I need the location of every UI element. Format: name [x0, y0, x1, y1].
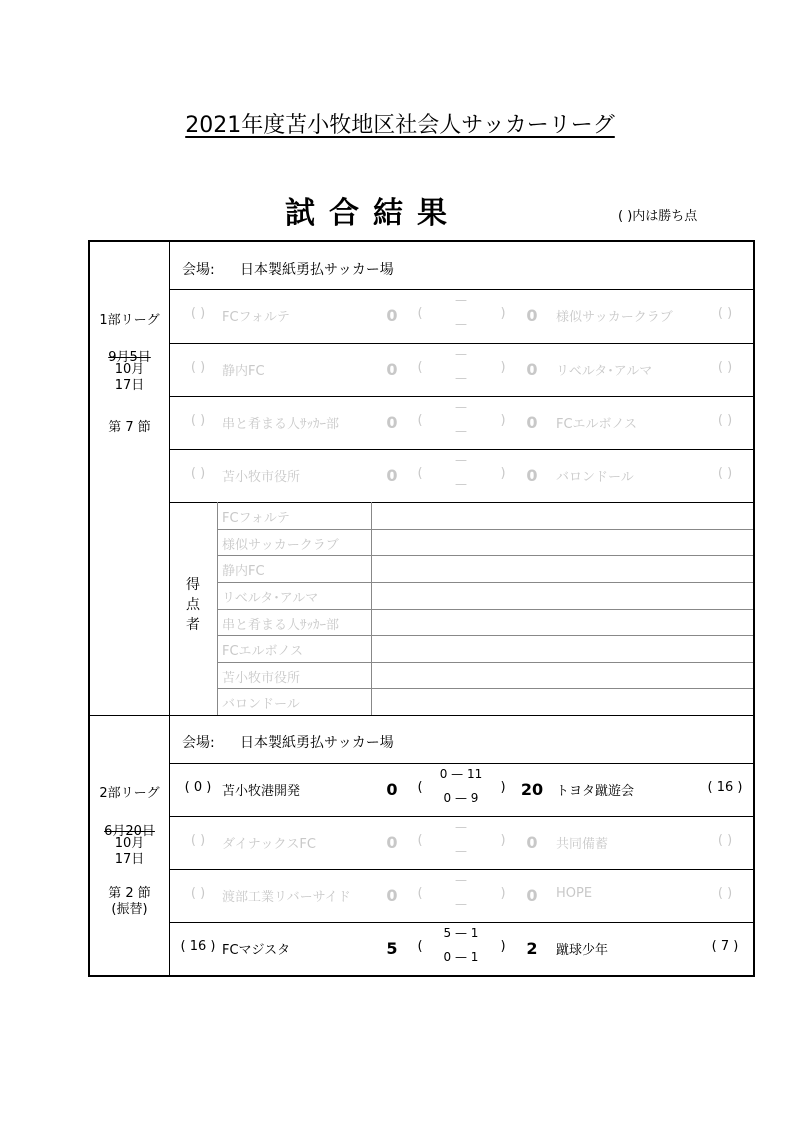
league2-match-away-score: 0: [526, 833, 538, 852]
league2-match-away-score: 0: [526, 886, 538, 905]
scorer-names-field: [372, 662, 752, 689]
league2-match-open-paren: (: [417, 886, 423, 901]
league1-match-half-score: —: [455, 347, 467, 361]
scorer-team-label: リベルタ･アルマ: [222, 590, 319, 606]
league2-match-away-points: ( ): [717, 833, 733, 848]
league2-match-home-points: ( 16 ): [180, 939, 216, 954]
league1-name: 1部リーグ: [99, 313, 160, 328]
scorer-names-field: [372, 609, 752, 636]
league2-match-open-paren: (: [417, 780, 423, 795]
league1-match-home-score: 0: [386, 306, 398, 325]
results-heading: 試合結果: [285, 196, 461, 231]
league1-match-close-paren: ): [500, 306, 506, 321]
league1-match-home-score: 0: [386, 466, 398, 485]
points-note: ( )内は勝ち点: [618, 209, 698, 224]
league2-match-half-score: 0 — 9: [443, 791, 479, 805]
scorer-team-label: 静内FC: [222, 564, 265, 580]
league2-match-away-team: トヨタ蹴遊会: [556, 784, 635, 799]
league1-match-half-score: —: [455, 317, 467, 331]
scorer-team-label: 串と肴まる人ｻｯｶｰ部: [222, 617, 340, 633]
league2-round: 第 2 節: [108, 886, 151, 901]
league1-match-close-paren: ): [500, 413, 506, 428]
league1-orig-date: 9月5日: [108, 350, 151, 365]
league1-match-half-score: —: [455, 453, 467, 467]
scorer-team-label: 様似サッカークラブ: [222, 537, 339, 553]
league2-match-half-score: —: [455, 820, 467, 834]
league2-match-home-score: 0: [386, 886, 398, 905]
league2-match-half-score: —: [455, 897, 467, 911]
league2-match-away-points: ( 16 ): [707, 780, 743, 795]
league2-match-home-points: ( 0 ): [184, 780, 212, 795]
league1-match-close-paren: ): [500, 466, 506, 481]
league1-match-away-team: 様似サッカークラブ: [556, 310, 673, 325]
league2-match-away-points: ( 7 ): [711, 939, 739, 954]
league1-venue: 日本製紙勇払サッカー場: [240, 262, 394, 278]
league1-match-home-team: 苫小牧市役所: [222, 470, 301, 485]
league1-match-away-score: 0: [526, 306, 538, 325]
league2-match-open-paren: (: [417, 939, 423, 954]
league2-match-home-score: 0: [386, 780, 398, 799]
league1-match-away-score: 0: [526, 413, 538, 432]
league2-round-note: (振替): [111, 902, 148, 917]
scorers-label: 得点者: [186, 577, 200, 633]
scorer-names-field: [372, 555, 752, 582]
league2-date: 10月17日: [114, 836, 145, 867]
league2-match-open-paren: (: [417, 833, 423, 848]
scorer-names-field: [372, 502, 752, 529]
scorer-team-label: バロンドール: [222, 697, 300, 713]
league1-date: 10月17日: [114, 362, 145, 393]
league1-match-open-paren: (: [417, 466, 423, 481]
league2-match-away-team: 蹴球少年: [556, 943, 609, 958]
league2-match-home-team: FCマジスタ: [222, 943, 291, 958]
league1-match-home-team: FCフォルテ: [222, 310, 290, 325]
league1-match-home-points: ( ): [190, 413, 206, 428]
league2-venue-label: 会場:: [182, 735, 215, 751]
league1-match-open-paren: (: [417, 413, 423, 428]
league2-name: 2部リーグ: [99, 786, 160, 801]
league2-match-home-score: 5: [386, 939, 398, 958]
scorer-team-label: FCエルボノス: [222, 644, 304, 660]
league1-match-away-points: ( ): [717, 466, 733, 481]
scorer-names-field: [372, 529, 752, 556]
scorer-team-label: FCフォルテ: [222, 511, 290, 526]
scorer-team-label: 苫小牧市役所: [222, 670, 301, 686]
league1-match-half-score: —: [455, 293, 467, 307]
league2-match-half-score: —: [455, 873, 467, 887]
league1-match-close-paren: ): [500, 360, 506, 375]
league2-match-home-team: 苫小牧港開発: [222, 784, 301, 799]
league2-match-half-score: —: [455, 844, 467, 858]
league2-match-half-score: 0 — 11: [439, 767, 483, 781]
league1-match-away-points: ( ): [717, 306, 733, 321]
league1-match-open-paren: (: [417, 306, 423, 321]
league2-orig-date: 6月20日: [104, 824, 155, 839]
league2-match-away-team: HOPE: [556, 886, 593, 901]
league1-match-away-points: ( ): [717, 360, 733, 375]
league2-match-away-points: ( ): [717, 886, 733, 901]
league2-match-away-score: 2: [526, 939, 538, 958]
league2-match-home-score: 0: [386, 833, 398, 852]
league2-match-close-paren: ): [500, 780, 506, 795]
league1-match-home-points: ( ): [190, 360, 206, 375]
league1-match-home-score: 0: [386, 360, 398, 379]
scorer-names-field: [372, 582, 752, 609]
league1-match-away-points: ( ): [717, 413, 733, 428]
league1-match-half-score: —: [455, 477, 467, 491]
league1-match-away-team: FCエルボノス: [556, 417, 638, 432]
league1-match-half-score: —: [455, 400, 467, 414]
league1-match-home-score: 0: [386, 413, 398, 432]
league2-match-close-paren: ): [500, 833, 506, 848]
league1-venue-label: 会場:: [182, 262, 215, 278]
league2-match-half-score: 5 — 1: [443, 926, 479, 940]
league2-match-close-paren: ): [500, 939, 506, 954]
league1-match-home-points: ( ): [190, 306, 206, 321]
league2-venue: 日本製紙勇払サッカー場: [240, 735, 394, 751]
league1-match-away-score: 0: [526, 360, 538, 379]
league1-round: 第 7 節: [108, 420, 151, 435]
league1-match-half-score: —: [455, 424, 467, 438]
scorer-names-field: [372, 688, 752, 715]
league1-match-half-score: —: [455, 371, 467, 385]
league1-match-away-score: 0: [526, 466, 538, 485]
league1-match-home-team: 串と肴まる人ｻｯｶｰ部: [222, 417, 340, 432]
league2-match-away-score: 20: [520, 780, 544, 799]
league2-match-home-points: ( ): [190, 886, 206, 901]
league2-match-home-team: ダイナックスFC: [222, 837, 316, 852]
league1-match-home-points: ( ): [190, 466, 206, 481]
league1-match-away-team: バロンドール: [556, 470, 634, 485]
league2-match-half-score: 0 — 1: [443, 950, 479, 964]
league2-match-away-team: 共同備蓄: [556, 837, 609, 852]
league2-match-home-points: ( ): [190, 833, 206, 848]
league1-match-away-team: リベルタ･アルマ: [556, 364, 653, 379]
league2-match-close-paren: ): [500, 886, 506, 901]
results-table: [88, 240, 755, 977]
league1-match-home-team: 静内FC: [222, 364, 265, 379]
scorer-names-field: [372, 635, 752, 662]
page-title: 2021年度苫小牧地区社会人サッカーリーグ: [185, 113, 615, 138]
league1-match-open-paren: (: [417, 360, 423, 375]
league2-match-home-team: 渡部工業リバーサイド: [222, 890, 351, 905]
